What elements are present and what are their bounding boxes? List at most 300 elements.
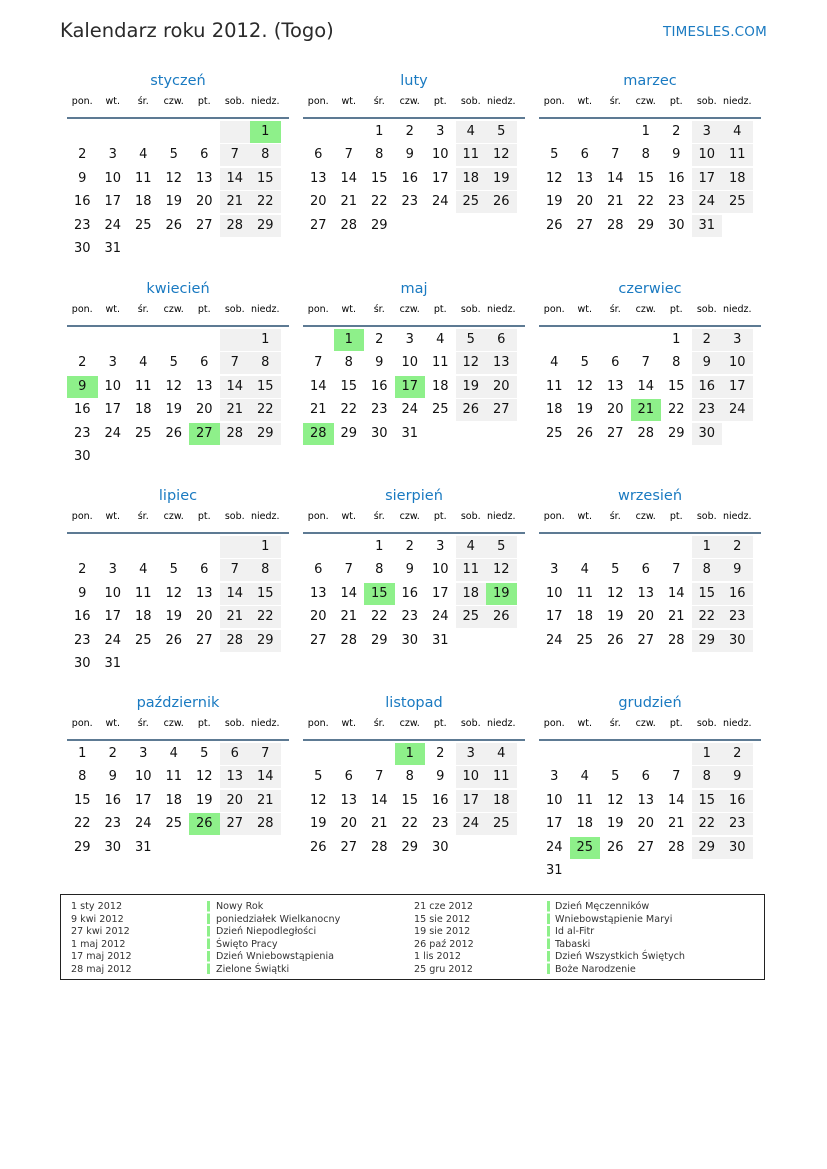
day-cell: 27 [309,217,327,233]
day-cell: 11 [134,378,152,394]
weekday-label: wt. [577,96,592,107]
day-cell: 16 [73,609,91,625]
day-cell: 20 [576,194,594,210]
day-cell: 28 [606,217,624,233]
day-cell: 18 [722,168,753,190]
week-row [539,559,761,582]
week-row [303,121,525,144]
weekday-label: wt. [105,304,120,315]
weekday-header [303,717,525,741]
day-cell: 30 [73,655,91,671]
legend-marker-bar [547,901,550,976]
day-cell: 28 [340,217,358,233]
day-cell: 22 [340,402,358,418]
day-cell: 20 [486,376,517,398]
day-cell: 20 [340,816,358,832]
day-cell: 29 [250,630,281,652]
empty-day-cell [303,329,334,351]
day-cell: 4 [550,355,559,371]
day-cell: 20 [195,402,213,418]
empty-day-cell [220,837,251,859]
day-cell: 19 [606,816,624,832]
empty-day-cell [600,743,631,765]
weekday-label: śr. [137,511,149,522]
week-row [67,168,289,191]
empty-day-cell [486,837,517,859]
empty-day-cell [600,329,631,351]
empty-day-cell [159,536,190,558]
day-cell: 8 [375,147,384,163]
day-cell: 26 [456,399,487,421]
day-cell: 26 [606,632,624,648]
weekday-header [303,510,525,534]
empty-day-cell [220,446,251,468]
weekday-label: pt. [433,718,447,729]
day-cell: 27 [486,399,517,421]
day-cell: 30 [73,240,91,256]
legend-date: 9 kwi 2012 [71,913,124,925]
day-cell: 7 [672,562,681,578]
legend-date: 27 kwi 2012 [71,926,130,937]
day-cell: 23 [667,194,685,210]
empty-day-cell [600,536,631,558]
day-cell: 23 [73,632,91,648]
day-cell: 17 [431,585,449,601]
weekday-header [539,95,761,119]
day-cell: 3 [550,769,559,785]
holiday-day-cell: 17 [395,376,426,398]
day-cell: 5 [456,329,487,351]
day-cell: 9 [672,147,681,163]
week-row [67,423,289,446]
empty-day-cell [303,743,334,765]
day-cell: 24 [431,609,449,625]
day-cell: 10 [545,585,563,601]
day-cell: 6 [611,355,620,371]
week-row [303,399,525,422]
day-cell: 7 [672,769,681,785]
day-cell: 5 [200,746,209,761]
day-cell: 12 [165,378,183,394]
day-cell: 10 [431,147,449,163]
day-cell: 15 [370,170,388,186]
day-cell: 10 [431,562,449,578]
day-cell: 2 [436,746,445,761]
empty-day-cell [456,423,487,445]
day-cell: 29 [401,839,419,855]
weekday-label: pt. [669,304,683,315]
week-row [303,376,525,399]
empty-day-cell [159,121,190,143]
day-cell: 6 [220,743,251,765]
day-cell: 27 [606,425,624,441]
day-cell: 28 [220,423,251,445]
empty-day-cell [303,536,334,558]
day-cell: 7 [220,559,251,581]
day-cell: 24 [401,402,419,418]
week-row [303,168,525,191]
day-cell: 29 [637,217,655,233]
day-cell: 28 [667,632,685,648]
month-name: październik [136,695,220,711]
month-block [539,486,761,653]
legend-date: 1 maj 2012 [71,938,126,950]
day-cell: 1 [641,124,650,139]
week-row [303,329,525,352]
weekday-label: pon. [543,96,565,107]
day-cell: 11 [486,766,517,788]
empty-day-cell [128,446,159,468]
day-cell: 8 [344,355,353,371]
day-cell: 2 [405,539,414,554]
weekday-label: śr. [373,304,385,315]
empty-day-cell [189,536,220,558]
week-row [67,329,289,352]
weekday-label: wt. [341,511,356,522]
day-cell: 12 [165,170,183,186]
legend-date: 28 maj 2012 [71,963,132,975]
week-row [539,399,761,422]
day-cell: 23 [401,609,419,625]
day-cell: 26 [606,839,624,855]
legend-dates-right [414,901,474,976]
weekday-header [67,717,289,741]
day-cell: 8 [250,559,281,581]
day-cell: 22 [370,194,388,210]
day-cell: 8 [78,769,87,785]
day-cell: 20 [195,609,213,625]
empty-day-cell [98,329,129,351]
week-row [67,191,289,214]
week-row [67,121,289,144]
day-cell: 19 [309,816,327,832]
day-cell: 14 [637,378,655,394]
day-cell: 3 [436,539,445,554]
day-cell: 29 [250,423,281,445]
day-cell: 12 [486,144,517,166]
day-cell: 12 [456,352,487,374]
legend-names-left [216,901,340,976]
weekday-label: śr. [373,96,385,107]
weekday-label: pon. [71,511,93,522]
week-row [539,606,761,629]
weekday-label: wt. [341,96,356,107]
week-row [539,813,761,836]
day-cell: 28 [637,425,655,441]
holiday-day-cell: 15 [364,583,395,605]
day-cell: 26 [309,839,327,855]
week-row [539,837,761,860]
day-cell: 8 [375,562,384,578]
week-row [539,583,761,606]
week-row [539,144,761,167]
weekday-label: pon. [71,96,93,107]
day-cell: 27 [637,839,655,855]
empty-day-cell [631,860,662,882]
day-cell: 14 [667,585,685,601]
day-cell: 20 [309,194,327,210]
day-cell: 11 [722,144,753,166]
day-cell: 15 [692,790,723,812]
day-cell: 21 [340,194,358,210]
day-cell: 5 [550,147,559,163]
day-cell: 2 [672,124,681,139]
empty-day-cell [334,743,365,765]
weekday-label: czw. [399,511,420,522]
weekday-label: czw. [635,304,656,315]
day-cell: 26 [486,191,517,213]
month-block [303,486,525,653]
empty-day-cell [98,536,129,558]
weekday-label: czw. [635,96,656,107]
legend-holiday-name: poniedziałek Wielkanocny [216,913,341,925]
empty-day-cell [425,423,456,445]
empty-day-cell [486,423,517,445]
day-cell: 23 [73,425,91,441]
day-cell: 13 [309,170,327,186]
day-cell: 29 [692,837,723,859]
day-cell: 3 [550,562,559,578]
day-cell: 7 [344,562,353,578]
weekday-label: wt. [105,96,120,107]
month-name: wrzesień [617,488,683,504]
weekday-label: pon. [307,718,329,729]
legend-marker-bar [207,901,210,976]
empty-day-cell [159,837,190,859]
weekday-label: pon. [543,511,565,522]
weekday-label: pt. [433,511,447,522]
day-cell: 3 [722,329,753,351]
day-cell: 3 [108,562,117,578]
empty-day-cell [220,653,251,675]
day-cell: 5 [486,121,517,143]
week-row [303,790,525,813]
empty-day-cell [189,238,220,260]
weekday-label: wt. [577,718,592,729]
weekday-label: sob. [224,96,245,107]
week-row [539,860,761,883]
weekday-label: czw. [163,718,184,729]
weekday-label: czw. [635,718,656,729]
weekday-label: sob. [460,511,481,522]
month-block [303,693,525,860]
week-row [303,837,525,860]
weekday-label: niedz. [486,96,516,107]
day-cell: 25 [134,632,152,648]
day-cell: 25 [134,425,152,441]
day-cell: 3 [692,121,723,143]
day-cell: 11 [431,355,449,371]
week-row [67,630,289,653]
day-cell: 17 [545,816,563,832]
day-cell: 11 [576,585,594,601]
empty-day-cell [722,423,753,445]
day-cell: 15 [401,792,419,808]
week-row [67,446,289,469]
day-cell: 10 [104,585,122,601]
weekday-label: niedz. [486,718,516,729]
weekday-header [67,95,289,119]
day-cell: 3 [139,746,148,761]
day-cell: 19 [165,194,183,210]
weekday-label: sob. [460,718,481,729]
day-cell: 1 [672,332,681,347]
day-cell: 30 [692,423,723,445]
day-cell: 8 [250,144,281,166]
day-cell: 23 [73,217,91,233]
empty-day-cell [661,536,692,558]
day-cell: 31 [134,839,152,855]
legend-date: 15 sie 2012 [414,913,471,925]
day-cell: 13 [309,585,327,601]
weekday-header [67,510,289,534]
day-cell: 16 [104,792,122,808]
weekday-label: wt. [105,511,120,522]
day-cell: 25 [722,191,753,213]
day-cell: 10 [545,792,563,808]
day-cell: 14 [220,583,251,605]
day-cell: 8 [250,352,281,374]
day-cell: 31 [401,425,419,441]
day-cell: 30 [401,632,419,648]
week-row [539,121,761,144]
day-cell: 17 [104,402,122,418]
day-cell: 11 [134,170,152,186]
empty-day-cell [189,837,220,859]
day-cell: 20 [606,402,624,418]
day-cell: 25 [456,606,487,628]
week-row [303,423,525,446]
day-cell: 4 [580,769,589,785]
week-row [539,766,761,789]
day-cell: 25 [456,191,487,213]
week-row [303,536,525,559]
day-cell: 27 [195,632,213,648]
month-block [67,486,289,676]
week-row [67,813,289,836]
week-row [67,837,289,860]
day-cell: 18 [576,816,594,832]
day-cell: 20 [220,790,251,812]
day-cell: 2 [78,355,87,371]
weekday-label: sob. [696,511,717,522]
week-row [303,743,525,766]
day-cell: 26 [165,632,183,648]
day-cell: 6 [200,562,209,578]
weekday-label: sob. [696,304,717,315]
empty-day-cell [486,215,517,237]
day-cell: 21 [606,194,624,210]
day-cell: 23 [722,813,753,835]
day-cell: 30 [370,425,388,441]
day-cell: 21 [370,816,388,832]
empty-day-cell [570,329,601,351]
day-cell: 22 [401,816,419,832]
legend-holiday-name: Zielone Świątki [216,963,290,975]
weekday-label: wt. [577,304,592,315]
day-cell: 9 [722,766,753,788]
day-cell: 8 [692,559,723,581]
day-cell: 20 [637,816,655,832]
weekday-label: śr. [609,96,621,107]
week-row [303,191,525,214]
day-cell: 7 [250,743,281,765]
empty-day-cell [250,653,281,675]
empty-day-cell [159,238,190,260]
day-cell: 2 [722,536,753,558]
empty-day-cell [220,121,251,143]
month-block [67,279,289,469]
day-cell: 19 [545,194,563,210]
day-cell: 6 [344,769,353,785]
day-cell: 30 [104,839,122,855]
weekday-label: śr. [373,718,385,729]
day-cell: 1 [375,539,384,554]
day-cell: 6 [314,562,323,578]
month-block [67,693,289,860]
empty-day-cell [570,743,601,765]
empty-day-cell [456,630,487,652]
day-cell: 16 [692,376,723,398]
day-cell: 24 [134,816,152,832]
day-cell: 21 [220,399,251,421]
day-cell: 24 [104,217,122,233]
brand-link[interactable]: TIMESLES.COM [663,24,767,40]
day-cell: 10 [722,352,753,374]
day-cell: 16 [722,790,753,812]
holiday-day-cell: 27 [189,423,220,445]
week-row [67,743,289,766]
weekday-header [67,303,289,327]
empty-day-cell [692,860,723,882]
day-cell: 28 [667,839,685,855]
weekday-label: niedz. [722,718,752,729]
legend-holiday-name: Dzień Wszystkich Świętych [555,951,686,962]
day-cell: 25 [165,816,183,832]
day-cell: 28 [220,630,251,652]
week-row [539,168,761,191]
day-cell: 6 [580,147,589,163]
empty-day-cell [98,446,129,468]
weekday-label: pt. [433,304,447,315]
day-cell: 21 [667,816,685,832]
day-cell: 28 [370,839,388,855]
day-cell: 12 [486,559,517,581]
day-cell: 5 [169,147,178,163]
day-cell: 13 [576,170,594,186]
day-cell: 31 [545,862,563,878]
day-cell: 7 [611,147,620,163]
day-cell: 3 [108,355,117,371]
day-cell: 9 [375,355,384,371]
legend-date: 1 lis 2012 [414,951,461,962]
empty-day-cell [631,536,662,558]
weekday-label: niedz. [486,304,516,315]
empty-day-cell [189,121,220,143]
weekday-label: czw. [163,304,184,315]
day-cell: 22 [692,813,723,835]
day-cell: 5 [314,769,323,785]
day-cell: 13 [637,585,655,601]
day-cell: 23 [722,606,753,628]
weekday-label: pt. [197,304,211,315]
empty-day-cell [128,653,159,675]
empty-day-cell [456,215,487,237]
empty-day-cell [67,536,98,558]
day-cell: 19 [165,609,183,625]
day-cell: 14 [250,766,281,788]
day-cell: 25 [134,217,152,233]
